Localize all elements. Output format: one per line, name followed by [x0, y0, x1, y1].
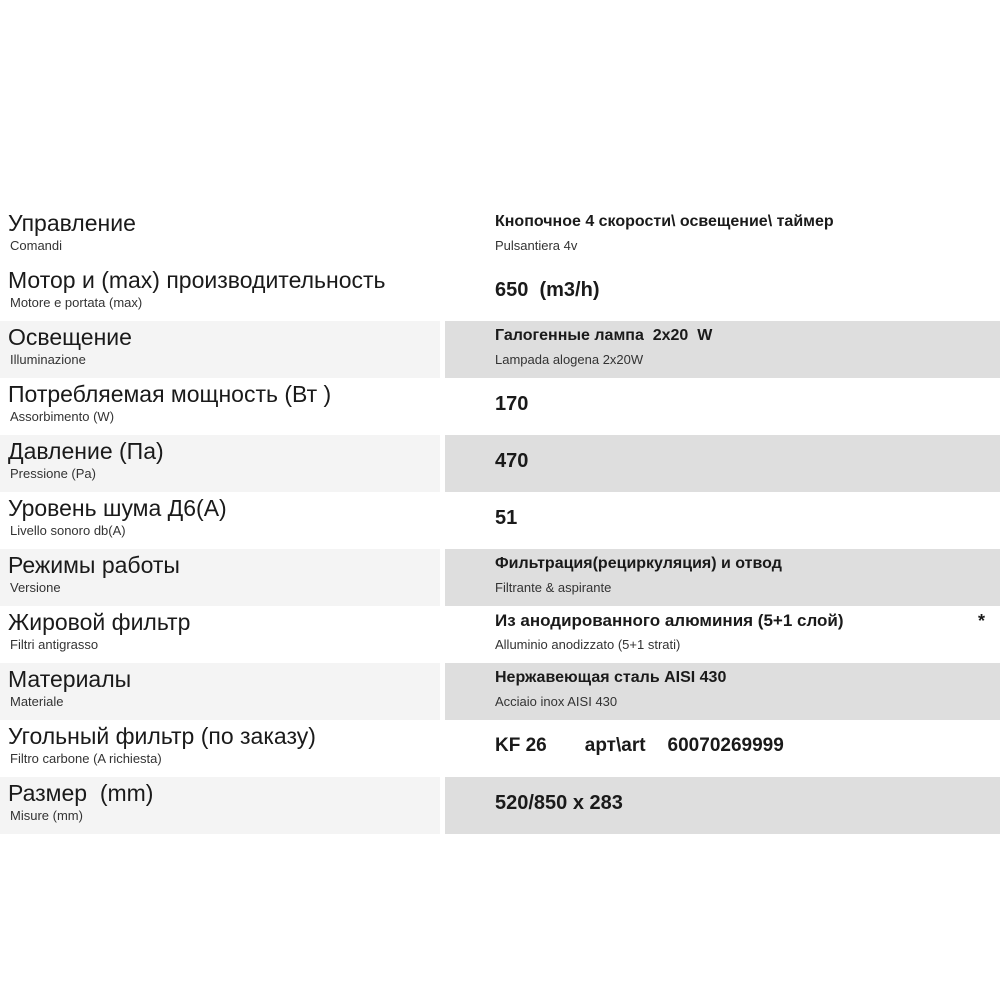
spec-row-grease-filter	[0, 606, 1000, 663]
article-number: 60070269999	[667, 735, 784, 756]
spec-value-cell	[445, 321, 1000, 378]
spec-value: 470	[495, 450, 529, 472]
spec-value-cell	[445, 663, 1000, 720]
spec-label-cell	[0, 492, 440, 549]
carbon-filter-code: KF 26	[495, 735, 547, 756]
spec-label-ru: Освещение	[8, 324, 132, 350]
spec-value-cell	[445, 378, 1000, 435]
spec-value-cell	[445, 606, 1000, 663]
spec-value-it: Acciaio inox AISI 430	[495, 694, 618, 709]
spec-row-materials	[0, 663, 1000, 720]
spec-label-cell	[0, 207, 440, 264]
spec-label-it: Misure (mm)	[10, 808, 83, 823]
spec-value-ru: Галогенные лампа 2x20 W	[495, 327, 713, 344]
spec-label-it: Filtri antigrasso	[10, 637, 99, 652]
spec-label-cell	[0, 777, 440, 834]
spec-row-carbon-filter	[0, 720, 1000, 777]
spec-label-ru: Угольный фильтр (по заказу)	[8, 723, 316, 749]
spec-label-cell	[0, 549, 440, 606]
spec-label-ru: Управление	[8, 210, 136, 236]
spec-row-modes	[0, 549, 1000, 606]
spec-label-ru: Размер (mm)	[8, 780, 154, 806]
spec-label-cell	[0, 321, 440, 378]
spec-label-it: Pressione (Pa)	[10, 466, 96, 481]
spec-label-ru: Уровень шума Д6(А)	[8, 495, 227, 521]
spec-table	[0, 207, 1000, 834]
spec-label-it: Materiale	[10, 694, 64, 709]
spec-label-cell	[0, 663, 440, 720]
footnote-asterisk: *	[978, 611, 986, 631]
spec-value-cell	[445, 207, 1000, 264]
spec-label-it: Livello sonoro db(A)	[10, 523, 126, 538]
spec-label-it: Assorbimento (W)	[10, 409, 115, 424]
spec-row-size	[0, 777, 1000, 834]
spec-value-ru: Нержавеющая сталь AISI 430	[495, 669, 727, 686]
spec-row-pressure	[0, 435, 1000, 492]
spec-value-cell	[445, 492, 1000, 549]
spec-value-ru: Из анодированного алюминия (5+1 слой)	[495, 611, 844, 630]
spec-value-cell	[445, 777, 1000, 834]
spec-label-ru: Давление (Па)	[8, 438, 164, 464]
spec-value-it: Pulsantiera 4v	[495, 238, 578, 253]
spec-row-lighting	[0, 321, 1000, 378]
spec-label-cell	[0, 264, 440, 321]
spec-value-ru: Кнопочное 4 скорости\ освещение\ таймер	[495, 213, 834, 230]
spec-label-it: Comandi	[10, 238, 63, 253]
spec-label-cell	[0, 606, 440, 663]
spec-label-ru: Режимы работы	[8, 552, 180, 578]
spec-label-it: Motore e portata (max)	[10, 295, 143, 310]
spec-value: 51	[495, 507, 518, 529]
spec-value-cell	[445, 549, 1000, 606]
spec-label-ru: Потребляемая мощность (Вт )	[8, 381, 332, 407]
spec-value-cell	[445, 264, 1000, 321]
spec-value: 170	[495, 393, 529, 415]
spec-value-cell	[445, 435, 1000, 492]
spec-label-cell	[0, 378, 440, 435]
spec-value-ru: Фильтрация(рециркуляция) и отвод	[495, 555, 782, 572]
spec-label-it: Filtro carbone (A richiesta)	[10, 751, 162, 766]
spec-row-power	[0, 378, 1000, 435]
spec-row-controls	[0, 207, 1000, 264]
spec-value	[495, 733, 784, 759]
spec-label-ru: Материалы	[8, 666, 132, 692]
spec-label-it: Illuminazione	[10, 352, 86, 367]
spec-label-cell	[0, 435, 440, 492]
spec-value: 650 (m3/h)	[495, 279, 600, 301]
spec-label-ru: Мотор и (max) производительность	[8, 267, 386, 293]
spec-value-it: Alluminio anodizzato (5+1 strati)	[495, 637, 681, 652]
spec-value-cell	[445, 720, 1000, 777]
spec-label-cell	[0, 720, 440, 777]
spec-value-it: Lampada alogena 2x20W	[495, 352, 644, 367]
spec-value-it: Filtrante & aspirante	[495, 580, 612, 595]
spec-row-noise	[0, 492, 1000, 549]
spec-row-motor	[0, 264, 1000, 321]
article-label: арт\art	[584, 735, 646, 756]
spec-label-it: Versione	[10, 580, 61, 595]
spec-value: 520/850 x 283	[495, 792, 623, 814]
spec-label-ru: Жировой фильтр	[8, 609, 191, 635]
